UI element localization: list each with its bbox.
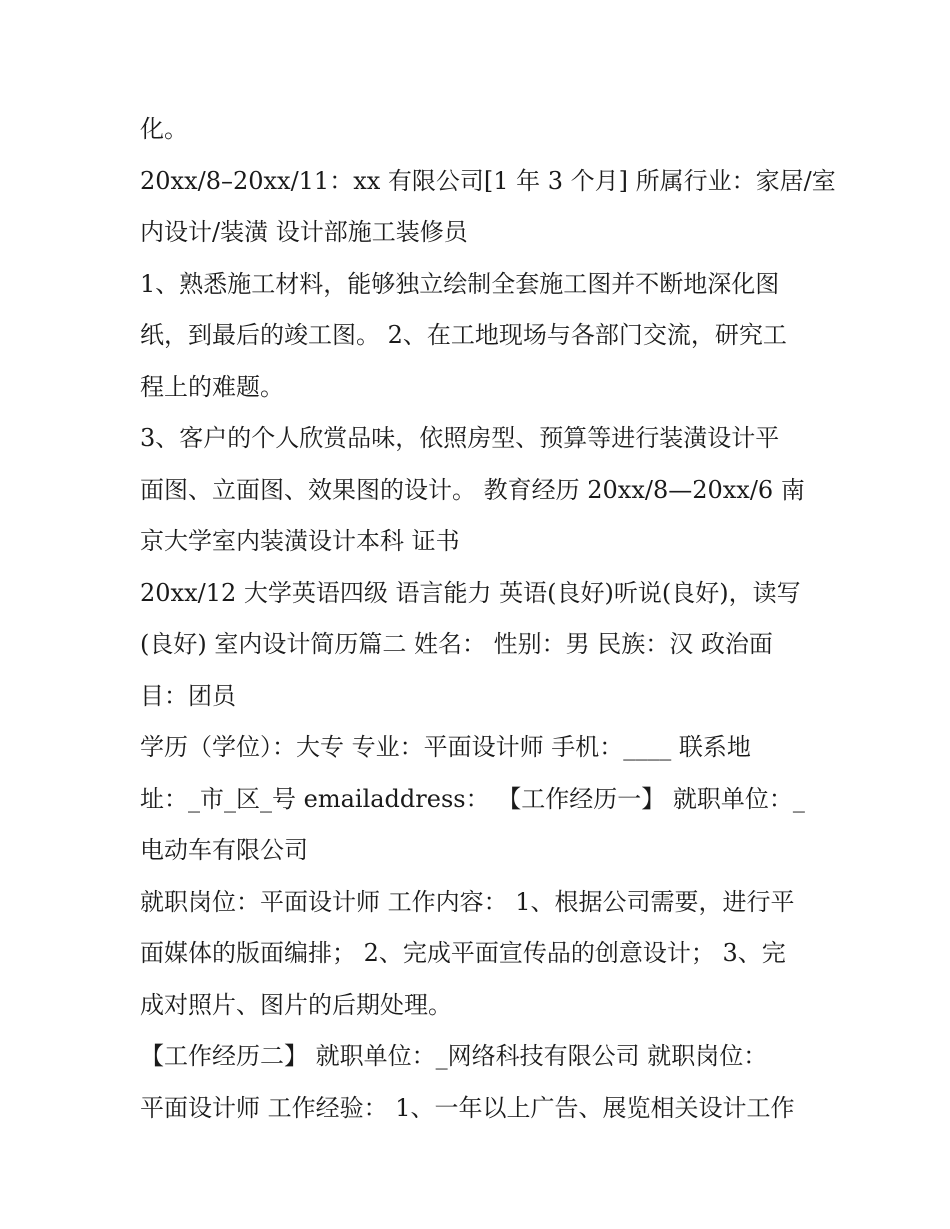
text-line: 京大学室内装潢设计本科 证书	[140, 527, 460, 555]
text-line: 址：_市_区_号 emailaddress： 【工作经历一】 就职单位：_	[140, 784, 805, 813]
text-line: 成对照片、图片的后期处理。	[140, 990, 452, 1019]
text-line: 就职岗位：平面设计师 工作内容： 1、根据公司需要，进行平	[140, 887, 795, 916]
text-line: 纸，到最后的竣工图。 2、在工地现场与各部门交流，研究工	[140, 321, 787, 349]
text-line: 20xx/12 大学英语四级 语言能力 英语(良好)听说(良好)，读写	[140, 578, 801, 607]
text-line: 电动车有限公司	[140, 836, 308, 864]
text-line: 平面设计师 工作经验： 1、一年以上广告、展览相关设计工作	[140, 1093, 795, 1122]
text-line: 1、熟悉施工材料，能够独立绘制全套施工图并不断地深化图	[140, 269, 780, 298]
text-line: 3、客户的个人欣赏品味，依照房型、预算等进行装潢设计平	[140, 424, 780, 452]
text-line: (良好) 室内设计简历篇二 姓名： 性别：男 民族：汉 政治面	[140, 630, 773, 658]
text-line: 内设计/装潢 设计部施工装修员	[140, 218, 468, 246]
text-line: 20xx/8–20xx/11：xx 有限公司[1 年 3 个月] 所属行业：家居/室	[140, 166, 836, 195]
text-line: 程上的难题。	[140, 372, 284, 401]
document-body	[140, 104, 836, 1134]
text-line: 化。	[140, 115, 188, 143]
text-line: 学历（学位）：大专 专业：平面设计师 手机：____ 联系地	[140, 733, 751, 761]
text-line: 【工作经历二】 就职单位：_网络科技有限公司 就职岗位：	[140, 1042, 768, 1070]
text-line: 目：团员	[140, 681, 236, 710]
text-line: 面媒体的版面编排； 2、完成平面宣传品的创意设计； 3、完	[140, 939, 786, 967]
text-line: 面图、立面图、效果图的设计。 教育经历 20xx/8—20xx/6 南	[140, 475, 805, 504]
